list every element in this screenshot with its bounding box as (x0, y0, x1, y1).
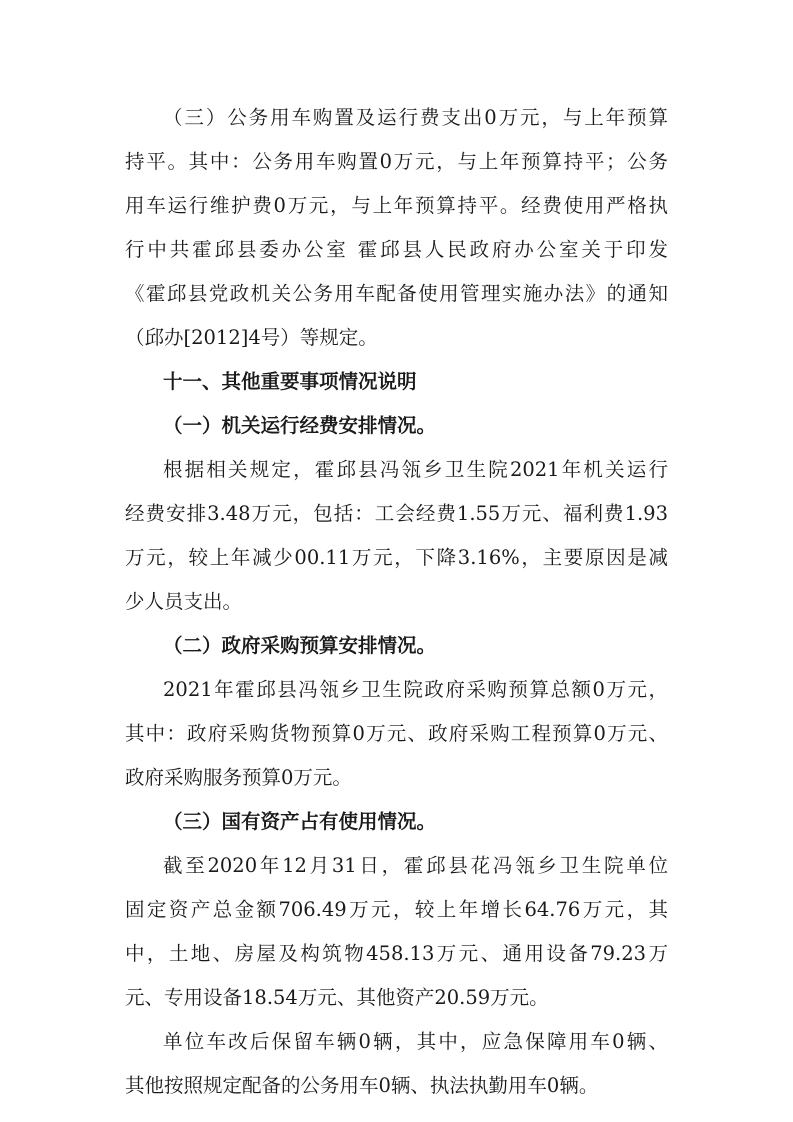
sub3-line-3: 中，土地、房屋及构筑物458.13万元、通用设备79.23万 (125, 942, 668, 965)
sub1-line-3: 万元，较上年减少00.11万元，下降3.16%，主要原因是减 (125, 546, 668, 569)
sub2-line-1: 2021年霍邱县冯瓴乡卫生院政府采购预算总额0万元， (163, 678, 668, 701)
vehicle-expense-line-1: （三）公务用车购置及运行费支出0万元，与上年预算 (163, 106, 668, 129)
sub1-line-2: 经费安排3.48万元，包括：工会经费1.55万元、福利费1.93 (125, 502, 668, 525)
sub1-line-4: 少人员支出。 (125, 590, 243, 613)
sub2-line-3: 政府采购服务预算0万元。 (125, 766, 352, 789)
vehicle-expense-line-6: （邱办[2012]4号）等规定。 (125, 326, 378, 349)
vehicle-expense-line-4: 行中共霍邱县委办公室 霍邱县人民政府办公室关于印发 (125, 238, 668, 261)
sub3-line-4: 元、专用设备18.54万元、其他资产20.59万元。 (125, 986, 549, 1009)
sub2-heading: （二）政府采购预算安排情况。 (163, 634, 437, 657)
vehicle-expense-line-3: 用车运行维护费0万元，与上年预算持平。经费使用严格执 (125, 194, 668, 217)
vehicle-expense-line-5: 《霍邱县党政机关公务用车配备使用管理实施办法》的通知 (125, 282, 668, 305)
vehicles-line-1: 单位车改后保留车辆0辆，其中，应急保障用车0辆、 (163, 1030, 668, 1053)
sub3-line-2: 固定资产总金额706.49万元，较上年增长64.76万元，其 (125, 898, 668, 921)
sub3-line-1: 截至2020年12月31日，霍邱县花冯瓴乡卫生院单位 (163, 854, 668, 877)
vehicles-line-2: 其他按照规定配备的公务用车0辆、执法执勤用车0辆。 (125, 1074, 599, 1097)
sub1-line-1: 根据相关规定，霍邱县冯瓴乡卫生院2021年机关运行 (163, 458, 668, 481)
sub2-line-2: 其中：政府采购货物预算0万元、政府采购工程预算0万元、 (125, 722, 668, 745)
sub3-heading: （三）国有资产占有使用情况。 (163, 810, 437, 833)
sub1-heading: （一）机关运行经费安排情况。 (163, 414, 437, 437)
section-11-heading: 十一、其他重要事项情况说明 (163, 370, 417, 393)
vehicle-expense-line-2: 持平。其中：公务用车购置0万元，与上年预算持平；公务 (125, 150, 668, 173)
